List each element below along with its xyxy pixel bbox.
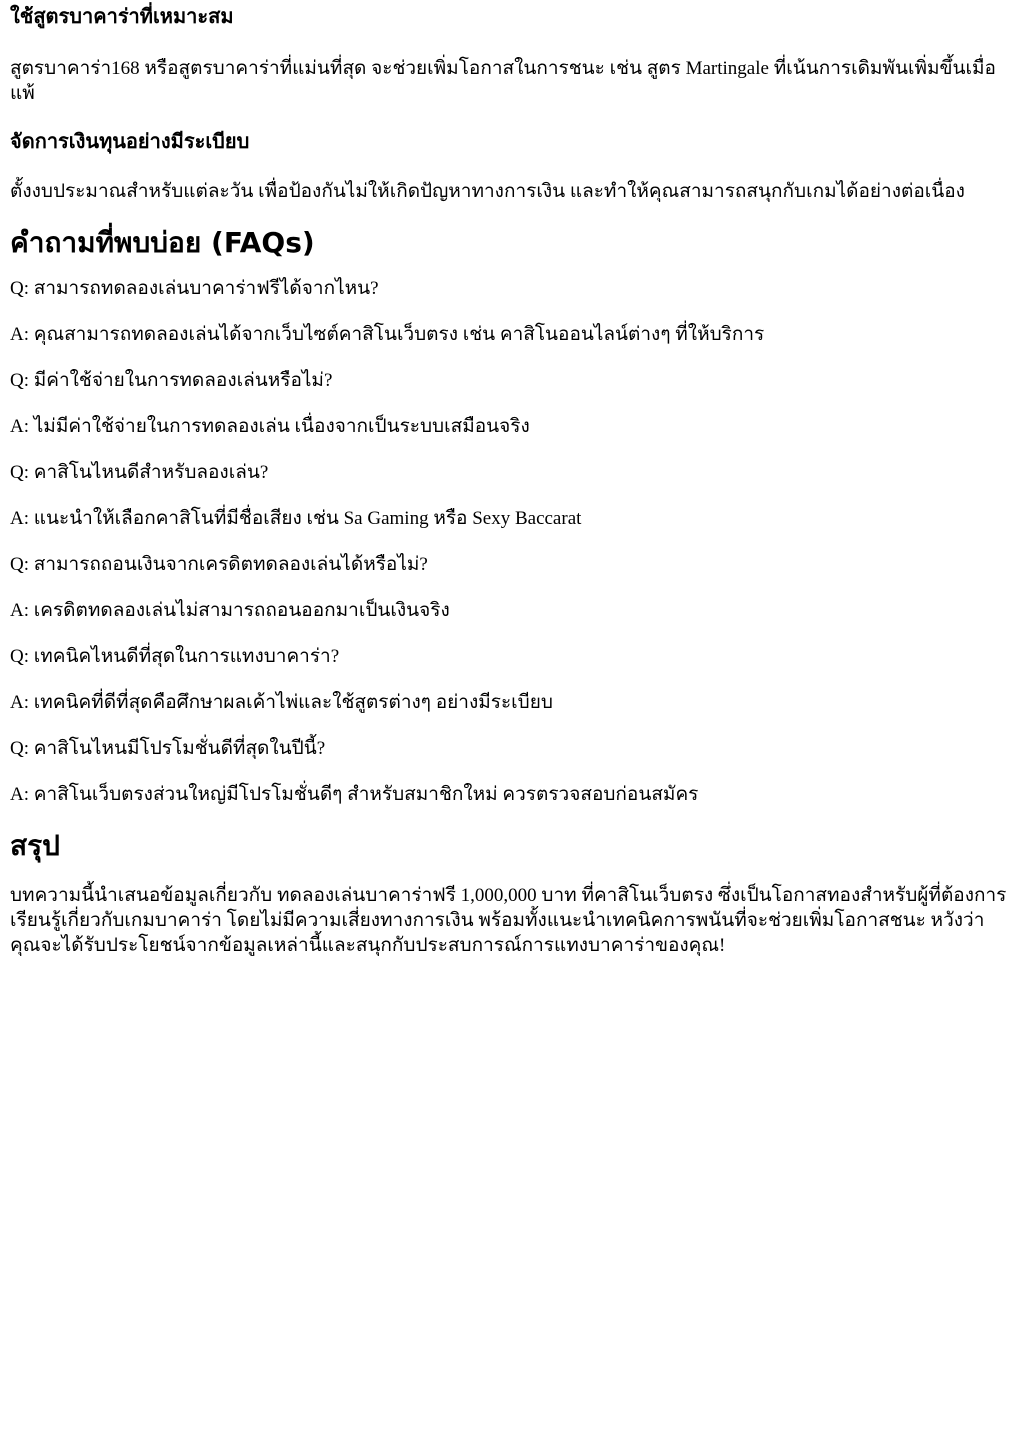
faq-question: Q: คาสิโนไหนดีสำหรับลองเล่น? xyxy=(10,462,269,483)
faq-answer: A: ไม่มีค่าใช้จ่ายในการทดลองเล่น เนื่องจากเป็นระบบเสมือนจริง xyxy=(10,416,530,437)
faq-answer: A: คาสิโนเว็บตรงส่วนใหญ่มีโปรโมชั่นดีๆ สำหรับสมาชิกใหม่ ควรตรวจสอบก่อนสมัคร xyxy=(10,784,699,805)
faq-question: Q: มีค่าใช้จ่ายในการทดลองเล่นหรือไม่? xyxy=(10,370,333,391)
faq-question: Q: คาสิโนไหนมีโปรโมชั่นดีที่สุดในปีนี้? xyxy=(10,738,326,759)
faq-answer: A: เครดิตทดลองเล่นไม่สามารถถอนออกมาเป็นเงินจริง xyxy=(10,600,450,621)
faq-answer: A: แนะนำให้เลือกคาสิโนที่มีชื่อเสียง เช่น Sa Gaming หรือ Sexy Baccarat xyxy=(10,508,582,529)
faq-answer: A: เทคนิคที่ดีที่สุดคือศึกษาผลเค้าไพ่และใช้สูตรต่างๆ อย่างมีระเบียบ xyxy=(10,692,553,713)
summary-paragraph: บทความนี้นำเสนอข้อมูลเกี่ยวกับ ทดลองเล่นบาคาร่าฟรี 1,000,000 บาท ที่คาสิโนเว็บตรง ซึ่งเป็นโอกาสทองสำหรับผู้ที่ต้องการเรียนรู้เกี่ยวกับเกมบาคาร่า โดยไม่มีความเสี่ยงทางการเงิน พร้อมทั้งแนะนำเทคนิคการพนันที่จะช่วยเพิ่มโอกาสชนะ หวังว่าคุณจะได้รับประโยชน์จากข้อมูลเหล่านี้และสนุกกับประสบการณ์การแทงบาคาร่าของคุณ! xyxy=(10,885,1007,956)
faq-answer: A: คุณสามารถทดลองเล่นได้จากเว็บไซต์คาสิโนเว็บตรง เช่น คาสิโนออนไลน์ต่างๆ ที่ให้บริการ xyxy=(10,324,765,345)
faq-list xyxy=(10,276,1014,807)
section-heading-baccarat-formula: ใช้สูตรบาคาร่าที่เหมาะสม xyxy=(10,4,234,28)
summary-heading: สรุป xyxy=(10,829,60,862)
faq-question: Q: สามารถถอนเงินจากเครดิตทดลองเล่นได้หรือไม่? xyxy=(10,554,428,575)
faq-question: Q: สามารถทดลองเล่นบาคาร่าฟรีได้จากไหน? xyxy=(10,278,379,299)
section-paragraph-baccarat-formula: สูตรบาคาร่า168 หรือสูตรบาคาร่าที่แม่นที่สุด จะช่วยเพิ่มโอกาสในการชนะ เช่น สูตร Martingale ที่เน้นการเดิมพันเพิ่มขึ้นเมื่อแพ้ xyxy=(10,58,996,104)
faq-question: Q: เทคนิคไหนดีที่สุดในการแทงบาคาร่า? xyxy=(10,646,340,667)
faq-heading: คำถามที่พบบ่อย (FAQs) xyxy=(10,226,315,259)
section-heading-money-management: จัดการเงินทุนอย่างมีระเบียบ xyxy=(10,129,250,153)
section-paragraph-money-management: ตั้งงบประมาณสำหรับแต่ละวัน เพื่อป้องกันไม่ให้เกิดปัญหาทางการเงิน และทำให้คุณสามารถสนุกกับเกมได้อย่างต่อเนื่อง xyxy=(10,181,965,202)
